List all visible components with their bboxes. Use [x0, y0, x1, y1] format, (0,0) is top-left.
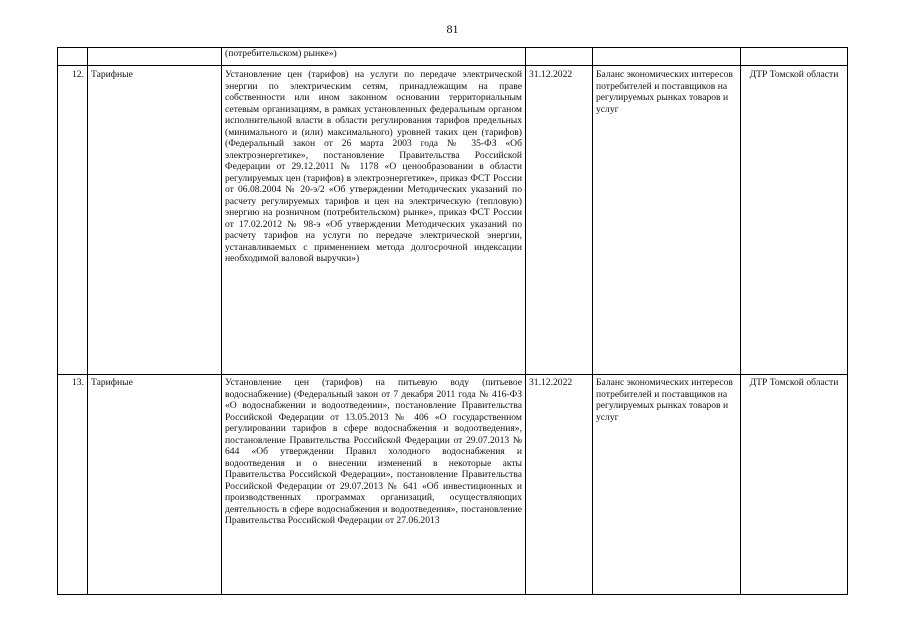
cell-date: 31.12.2022 — [526, 375, 593, 595]
cell-type: Тарифные — [88, 375, 222, 595]
cell-type — [88, 48, 222, 66]
table-row-continuation — [58, 48, 848, 66]
cell-goal: Баланс экономических интересов потребителей и поставщиков на регулируемых рынках товаров и услуг — [593, 66, 741, 375]
cell-num: 13. — [58, 375, 88, 595]
page-number: 81 — [446, 22, 459, 36]
cell-org: ДТР Томской области — [741, 375, 848, 595]
cell-org: ДТР Томской области — [741, 66, 848, 375]
cell-date: 31.12.2022 — [526, 66, 593, 375]
measures-table — [57, 47, 848, 595]
cell-goal: Баланс экономических интересов потребителей и поставщиков на регулируемых рынках товаров и услуг — [593, 375, 741, 595]
cell-description: Установление цен (тарифов) на услуги по передаче электрической энергии по электрическим сетям, принадлежащим на праве собственности или ином законном основании территориальным сетевым организациям, в рамках установленных федеральным органом исполнительной власти в области регулирования тарифов предельных (минимального и (или) максимального) уровней таких цен (тарифов) (Федеральный закон от 26 марта 2003 года № 35-ФЗ «Об электроэнергетике», постановление Правительства Российской Федерации от 29.12.2011 № 1178 «О ценообразовании в области регулируемых цен (тарифов) в электроэнергетике», приказ ФСТ России от 06.08.2004 № 20-э/2 «Об утверждении Методических указаний по расчету регулируемых тарифов и цен на электрическую (тепловую) энергию на розничном (потребительском) рынке», приказ ФСТ России от 17.02.2012 № 98-э «Об утверждении Методических указаний по расчету тарифов на услуги по передаче электрической энергии, устанавливаемых с применением метода долгосрочной индексации необходимой валовой выручки») — [222, 66, 526, 375]
cell-num — [58, 48, 88, 66]
cell-description: Установление цен (тарифов) на питьевую воду (питьевое водоснабжение) (Федеральный закон от 7 декабря 2011 года № 416-ФЗ «О водоснабжении и водоотведении», постановление Правительства Российской Федерации от 13.05.2013 № 406 «О государственном регулировании тарифов в сфере водоснабжения и водоотведения», постановление Правительства Российской Федерации от 29.07.2013 № 644 «Об утверждении Правил холодного водоснабжения и водоотведения и о внесении изменений в некоторые акты Правительства Российской Федерации», постановление Правительства Российской Федерации от 29.07.2013 № 641 «Об инвестиционных и производственных программах организаций, осуществляющих деятельность в сфере водоснабжения и водоотведения», постановление Правительства Российской Федерации от 27.06.2013 — [222, 375, 526, 595]
cell-date — [526, 48, 593, 66]
table-row — [58, 66, 848, 375]
cell-type: Тарифные — [88, 66, 222, 375]
cell-org — [741, 48, 848, 66]
cell-description: (потребительском) рынке») — [222, 48, 526, 66]
cell-goal — [593, 48, 741, 66]
cell-num: 12. — [58, 66, 88, 375]
table-row — [58, 375, 848, 595]
